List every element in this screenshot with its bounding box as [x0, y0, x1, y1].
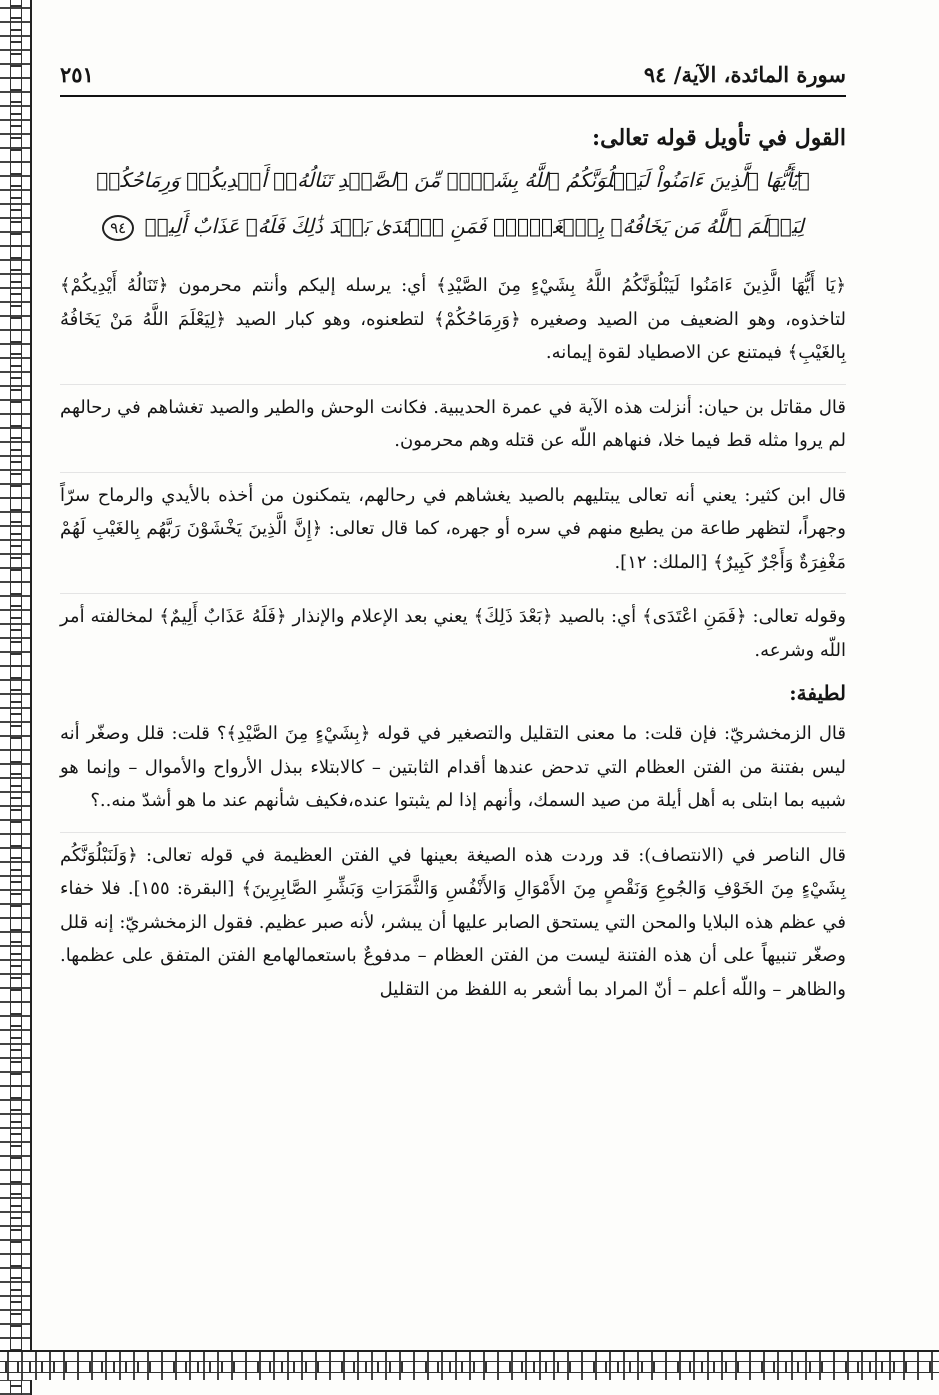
paragraph-zamakhshari: قال الزمخشريّ: فإن قلت: ما معنى التقليل والتصغير في قوله ﴿بِشَيْءٍ مِنَ الصَّيْدِ﴾؟ قلت: قلل وصغّر أنه ليس بفتنة من الفتن العظام التي تدحض عندها أقدام الثابتين – كالابتلاء ببذل الأرواح والأموال – وإنما هو شبيه بما ابتلى به أهل أيلة من صيد السمك، وأنهم إذا لم يثبتوا عنده،فكيف شأنهم عند ما هو أشدّ منه..؟	[60, 723, 846, 811]
section-title: القول في تأويل قوله تعالى:	[592, 125, 846, 151]
paragraph-muqatil: قال مقاتل بن حيان: أنزلت هذه الآية في عمرة الحديبية. فكانت الوحش والطير والصيد تغشاهم في رحالهم لم يروا مثله قط فيما خلا، فنهاهم اللّه عن قتله وهم محرمون.	[60, 384, 846, 458]
paragraph-warning: وقوله تعالى: ﴿فَمَنِ اعْتَدَى﴾ أي: بالصيد ﴿بَعْدَ ذَلِكَ﴾ يعني بعد الإعلام والإنذار ﴿فَلَهُ عَذَابٌ أَلِيمٌ﴾ لمخالفته أمر اللّه وشرعه.	[60, 593, 846, 667]
decorative-left-border	[0, 0, 32, 1395]
paragraph-ibn-kathir: قال ابن كثير: يعني أنه تعالى يبتليهم بالصيد يغشاهم في رحالهم، يتمكنون من أخذه بالأيدي والرماح سرّاً وجهراً، لتظهر طاعة من يطيع منهم في سره أو جهره، كما قال تعالى: ﴿إِنَّ الَّذِينَ يَخْشَوْنَ رَبَّهُم بِالغَيْبِ لَهُمْ مَغْفِرَةٌ وَأَجْرٌ كَبِيرٌ﴾ [الملك: ١٢].	[60, 472, 846, 580]
paragraph-nasir: قال الناصر في (الانتصاف): قد وردت هذه الصيغة بعينها في الفتن العظيمة في قوله تعالى: ﴿وَلَنَبْلُوَنَّكُم بِشَيْءٍ مِنَ الخَوْفِ وَالجُوعِ وَنَقْصٍ مِنَ الأَمْوَالِ وَالأَنْفُسِ وَالثَّمَرَاتِ وَبَشِّرِ الصَّابِرِينَ﴾ [البقرة: ١٥٥]. فلا خفاء في عظم هذه البلايا والمحن التي يستحق الصابر عليها أن يبشر، لأنه صبر عظيم. فقول الزمخشريّ: إنه قلل وصغّر تنبيهاً على أن هذه الفتنة ليست من الفتن العظام – مدفوعٌ باستعمالهامع الفتن المتفق على عظمها. والظاهر – واللّه أعلم – أنّ المراد بما أشعر به اللفظ من التقليل	[60, 832, 846, 1007]
book-page	[60, 58, 846, 1338]
verse-text: ﴿يَٰٓأَيُّهَا ٱلَّذِينَ ءَامَنُواْ لَيَبۡلُوَنَّكُمُ ٱللَّهُ بِشَيۡءٖ مِّنَ ٱلصَّيۡدِ تَنَالُهُۥٓ أَيۡدِيكُمۡ وَرِمَاحُكُمۡ لِيَعۡلَمَ ٱللَّهُ مَن يَخَافُهُۥ بِٱلۡغَيۡبِۚ فَمَنِ ٱعۡتَدَىٰ بَعۡدَ ذَٰلِكَ فَلَهُۥ عَذَابٌ أَلِيمٞ	[96, 168, 810, 238]
paragraph-interpretation: ﴿يَا أَيُّهَا الَّذِينَ ءَامَنُوا لَيَبْلُوَنَّكُمُ اللَّهُ بِشَيْءٍ مِنَ الصَّيْدِ﴾ أي: يرسله إليكم وأنتم محرمون ﴿تَنَالُهُ أَيْدِيكُمْ﴾ لتاخذوه، وهو الضعيف من الصيد وصغيره ﴿وَرِمَاحُكُمْ﴾ لتطعنوه، وهو كبار الصيد ﴿لِيَعْلَمَ اللَّهُ مَنْ يَخَافُهُ بِالغَيْبِ﴾ فيمتنع عن الاصطياد لقوة إيمانه.	[60, 275, 846, 363]
page-header	[60, 58, 846, 97]
surah-reference: سورة المائدة، الآية/ ٩٤	[643, 62, 846, 87]
page-number: ٢٥١	[60, 62, 94, 87]
decorative-bottom-border	[0, 1350, 939, 1380]
subtitle-latifa: لطيفة:	[789, 681, 846, 705]
ayah-number-badge: ٩٤	[102, 215, 134, 241]
quran-verse	[60, 157, 846, 249]
